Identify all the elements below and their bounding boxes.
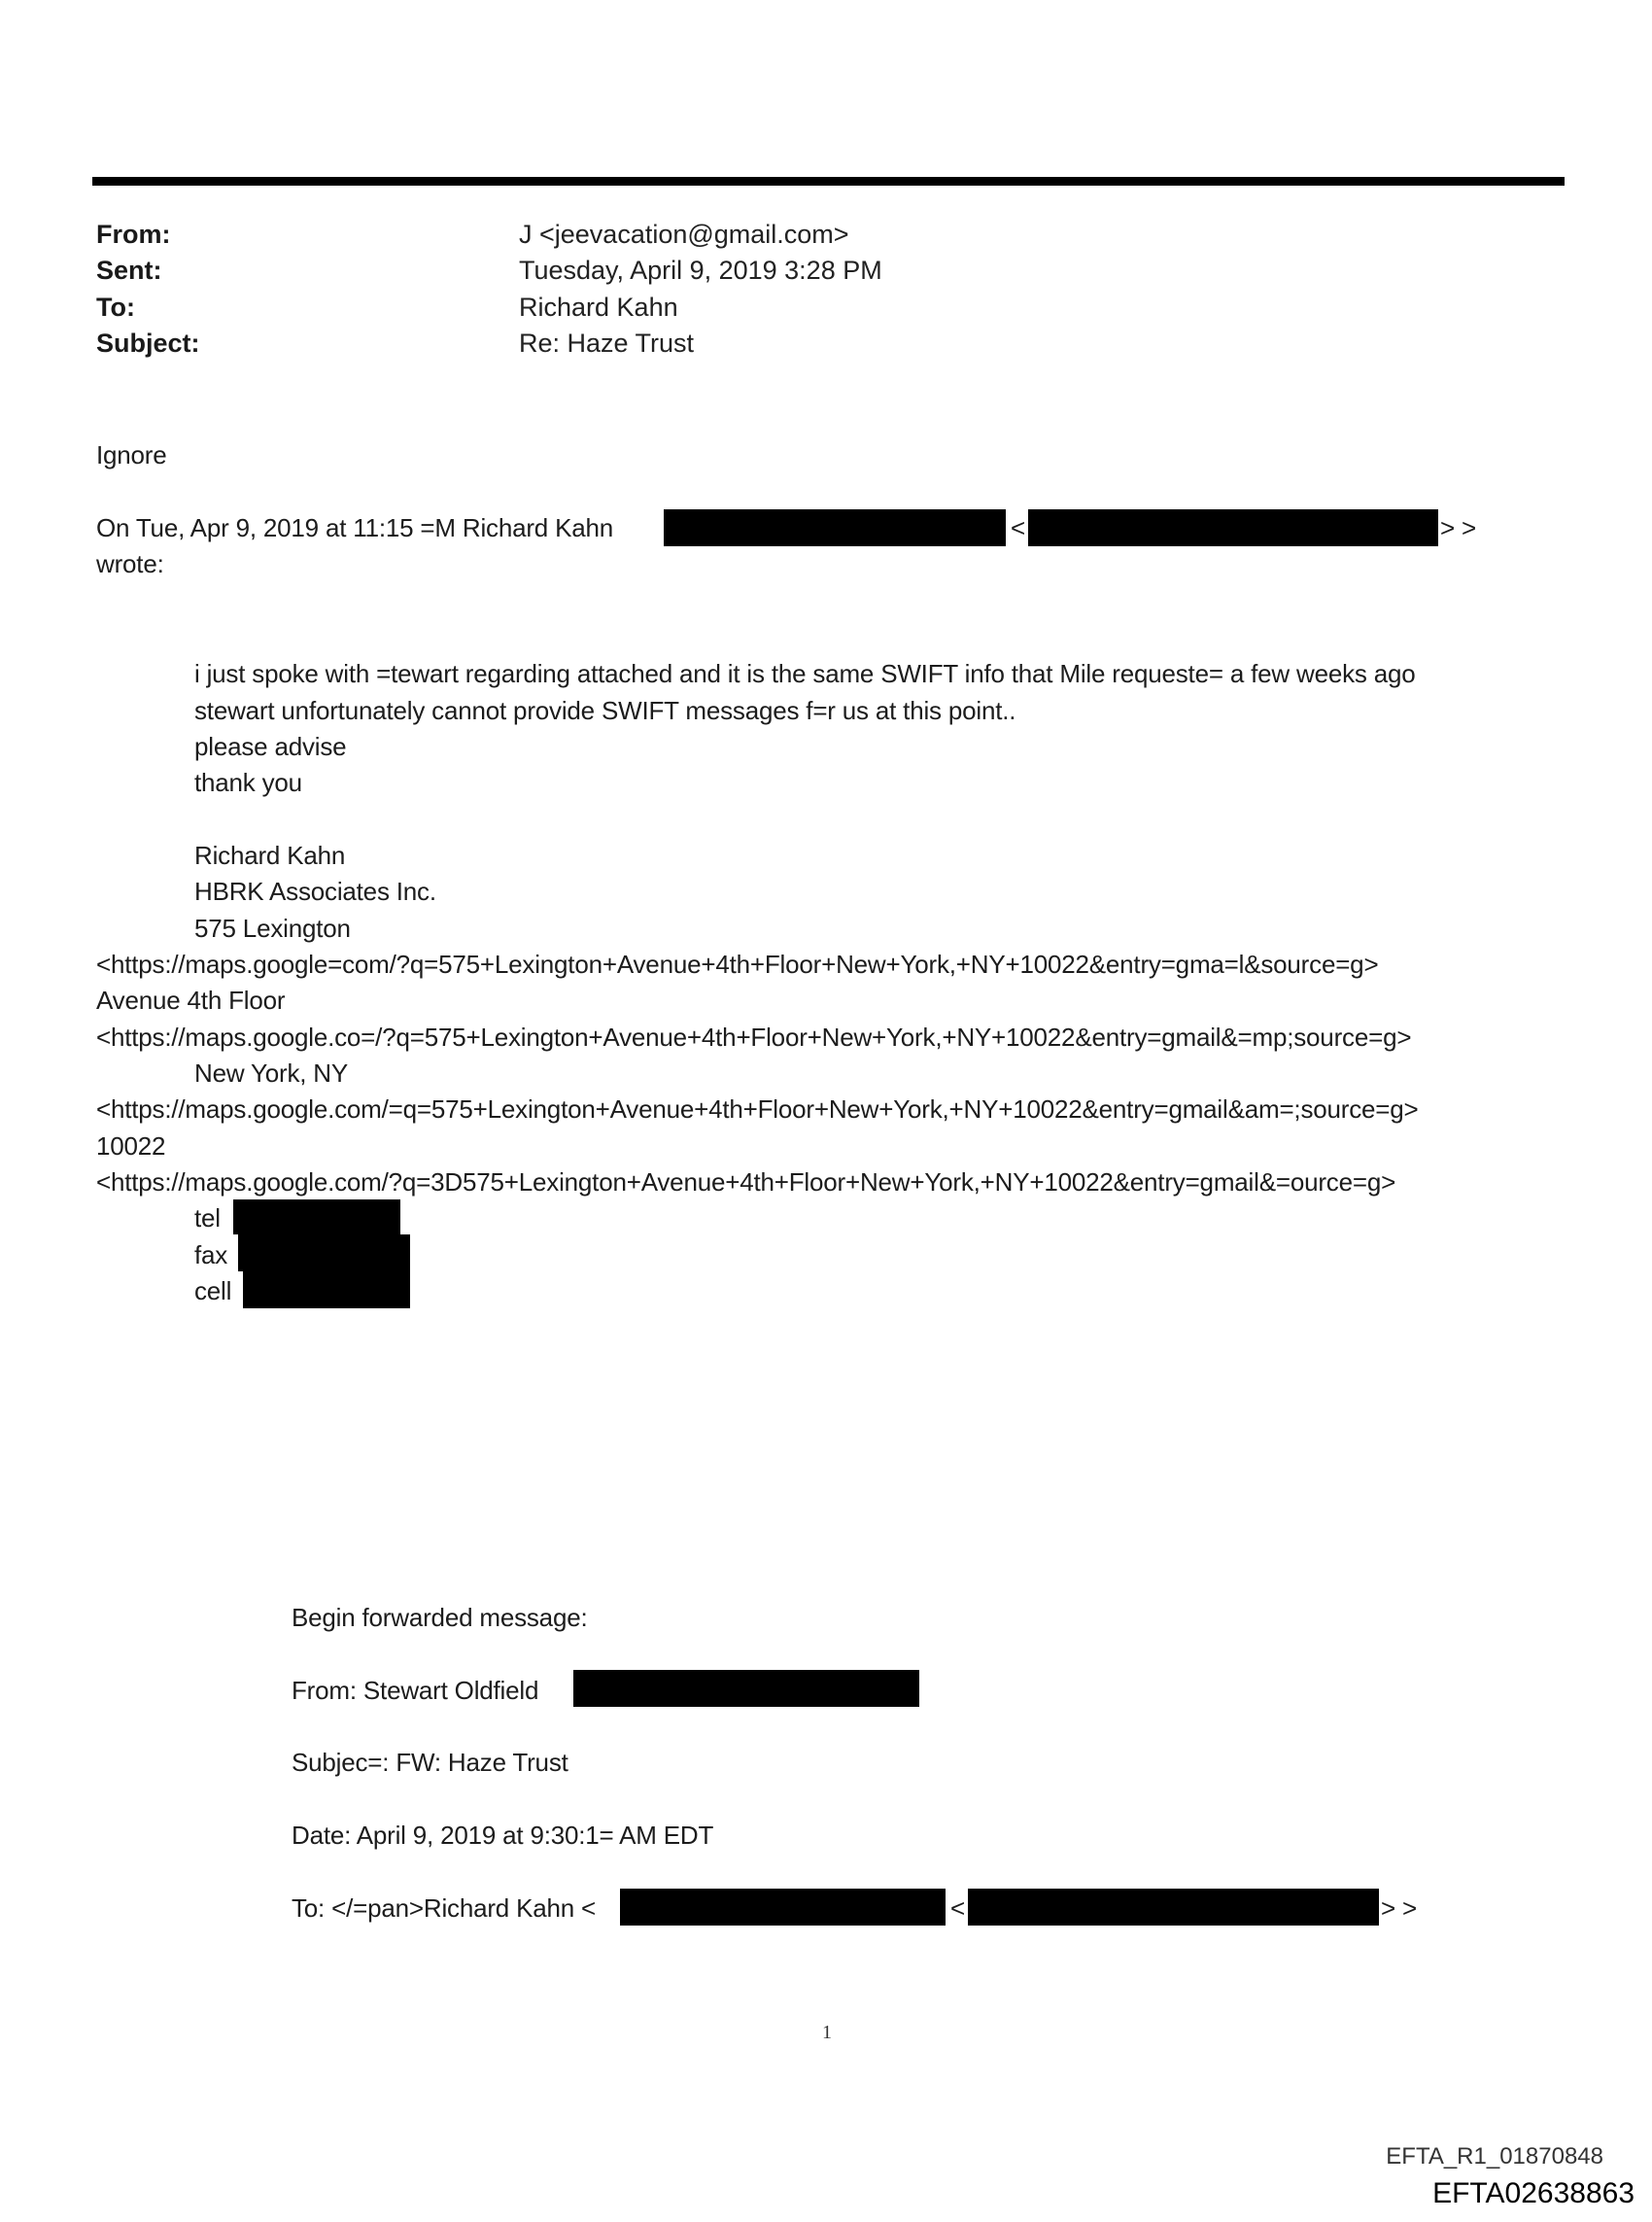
signature-address: 10022 xyxy=(96,1131,166,1161)
forwarded-from: From: Stewart Oldfield xyxy=(292,1676,539,1705)
forwarded-intro: Begin forwarded message: xyxy=(292,1603,588,1632)
from-value: J <jeevacation@gmail.com> xyxy=(519,220,849,249)
forwarded-subject: Subjec=: FW: Haze Trust xyxy=(292,1748,568,1777)
quoted-line: thank you xyxy=(194,768,302,797)
quoted-line: i just spoke with =tewart regarding attached and it is the same SWIFT info that Mile requeste= a few weeks ago xyxy=(194,659,1416,688)
map-link[interactable]: <https://maps.google.com/=q=575+Lexington+Avenue+4th+Floor+New+York,+NY+10022&entry=gmail&am=;source=g> xyxy=(96,1094,1419,1124)
quote-lt: < xyxy=(1011,513,1025,542)
signature-company: HBRK Associates Inc. xyxy=(194,877,436,906)
subject-label: Subject: xyxy=(96,329,200,358)
redaction-block xyxy=(238,1234,410,1271)
sent-value: Tuesday, April 9, 2019 3:28 PM xyxy=(519,256,882,285)
page-number: 1 xyxy=(822,2022,832,2043)
reply-text: Ignore xyxy=(96,440,167,469)
redaction-block xyxy=(573,1670,919,1707)
redaction-block xyxy=(243,1271,410,1308)
redaction-block xyxy=(1028,509,1438,546)
header-rule xyxy=(92,177,1565,186)
signature-address: New York, NY xyxy=(194,1059,349,1088)
quoted-line: please advise xyxy=(194,732,347,761)
redaction-block xyxy=(664,509,1006,546)
forwarded-to: To: </=pan>Richard Kahn < xyxy=(292,1893,597,1923)
subject-value: Re: Haze Trust xyxy=(519,329,695,358)
signature-name: Richard Kahn xyxy=(194,841,346,870)
redaction-block xyxy=(968,1889,1379,1926)
sent-label: Sent: xyxy=(96,256,162,285)
from-label: From: xyxy=(96,220,171,249)
tel-label: tel xyxy=(194,1203,221,1233)
forwarded-date: Date: April 9, 2019 at 9:30:1= AM EDT xyxy=(292,1821,714,1850)
map-link[interactable]: <https://maps.google.com/?q=3D575+Lexington+Avenue+4th+Floor+New+York,+NY+10022&entry=gmail&=ource=g> xyxy=(96,1167,1396,1197)
forwarded-to-gt: > > xyxy=(1381,1893,1417,1923)
forwarded-to-lt: < xyxy=(950,1893,965,1923)
redaction-block xyxy=(620,1889,946,1926)
redaction-block xyxy=(233,1199,400,1234)
quote-wrote: wrote: xyxy=(96,549,164,578)
quoted-line: stewart unfortunately cannot provide SWIFT messages f=r us at this point.. xyxy=(194,696,1016,725)
map-link[interactable]: <https://maps.google=com/?q=575+Lexington+Avenue+4th+Floor+New+York,+NY+10022&entry=gma=l&source=g> xyxy=(96,950,1379,979)
fax-label: fax xyxy=(194,1240,228,1269)
to-label: To: xyxy=(96,293,135,322)
bates-number-primary: EFTA_R1_01870848 xyxy=(1386,2143,1603,2170)
signature-address: Avenue 4th Floor xyxy=(96,986,286,1015)
to-value: Richard Kahn xyxy=(519,293,678,322)
quote-intro: On Tue, Apr 9, 2019 at 11:15 =M Richard Kahn xyxy=(96,513,614,542)
cell-label: cell xyxy=(194,1276,232,1305)
bates-number-secondary: EFTA02638863 xyxy=(1432,2177,1635,2209)
quote-gt: > > xyxy=(1440,513,1476,542)
signature-address: 575 Lexington xyxy=(194,914,351,943)
map-link[interactable]: <https://maps.google.co=/?q=575+Lexington+Avenue+4th+Floor+New+York,+NY+10022&entry=gmail&=mp;source=g> xyxy=(96,1023,1412,1052)
